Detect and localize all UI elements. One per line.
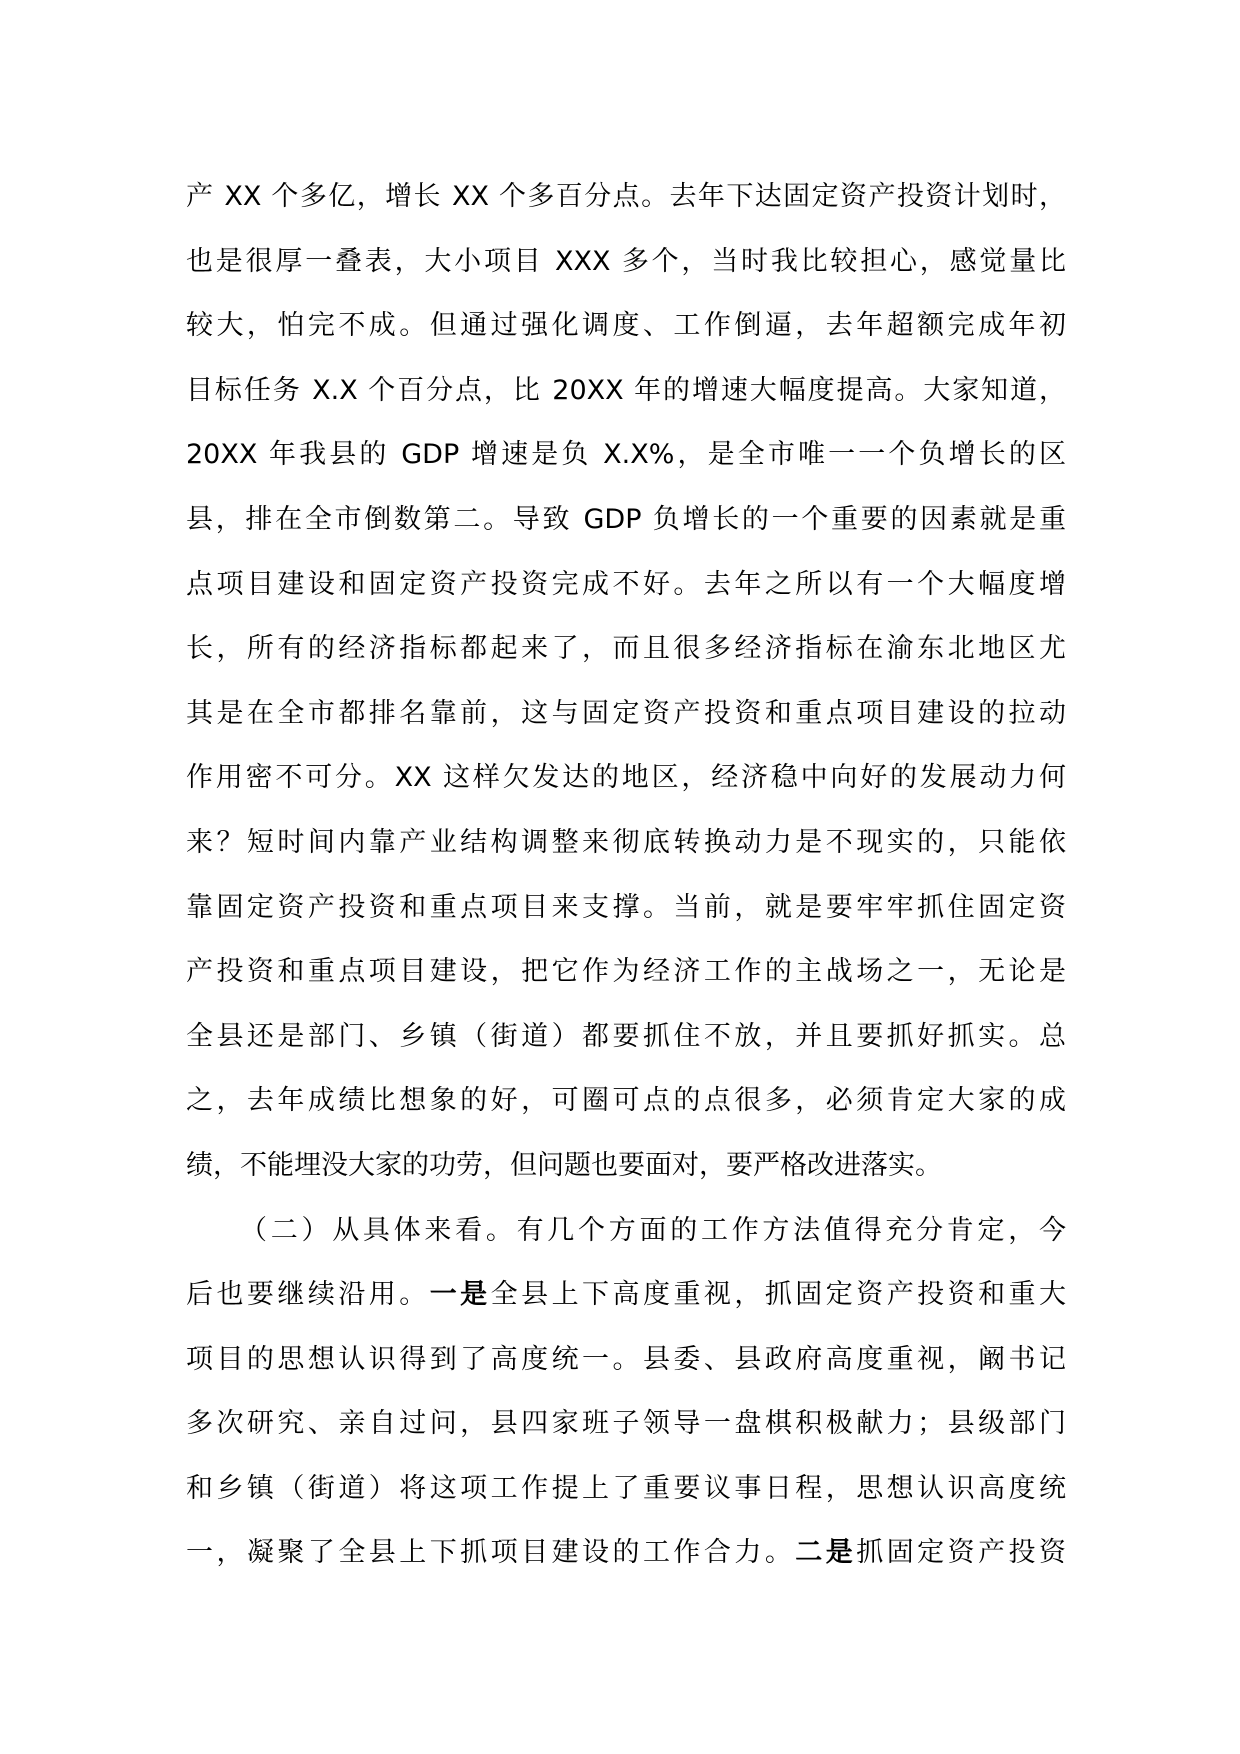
text-line: 其是在全市都排名靠前，这与固定资产投资和重点项目建设的拉动 xyxy=(186,697,1066,729)
text-line: 也是很厚一叠表，大小项目 XXX 多个，当时我比较担心，感觉量比 xyxy=(186,245,1066,277)
section-heading-line: （二）从具体来看。有几个方面的工作方法值得充分肯定，今 xyxy=(240,1214,1066,1246)
text-line: 之，去年成绩比想象的好，可圈可点的点很多，必须肯定大家的成 xyxy=(186,1085,1066,1117)
bold-marker: 一是 xyxy=(429,1279,491,1311)
text-line xyxy=(186,1521,1066,1586)
text-line: 来？短时间内靠产业结构调整来彻底转换动力是不现实的，只能依 xyxy=(186,826,1066,858)
text-segment: 全县上下高度重视，抓固定资产投资和重大 xyxy=(490,1279,1067,1311)
text-line: 产投资和重点项目建设，把它作为经济工作的主战场之一，无论是 xyxy=(186,956,1066,988)
text-line: 县，排在全市倒数第二。导致 GDP 负增长的一个重要的因素就是重 xyxy=(186,503,1066,535)
text-line: 目标任务 X.X 个百分点，比 20XX 年的增速大幅度提高。大家知道， xyxy=(186,374,1066,406)
bold-marker: 二是 xyxy=(795,1537,857,1569)
text-segment: 抓固定资产投资 xyxy=(856,1537,1067,1569)
text-segment: 后也要继续沿用。 xyxy=(186,1279,430,1311)
text-line: 较大，怕完不成。但通过强化调度、工作倒逼，去年超额完成年初 xyxy=(186,310,1066,342)
text-line: 点项目建设和固定资产投资完成不好。去年之所以有一个大幅度增 xyxy=(186,568,1066,600)
text-line: 多次研究、亲自过问，县四家班子领导一盘棋积极献力；县级部门 xyxy=(186,1408,1066,1440)
body-text xyxy=(186,165,1066,1586)
text-segment: 一，凝聚了全县上下抓项目建设的工作合力。 xyxy=(186,1537,796,1569)
text-line: 和乡镇（街道）将这项工作提上了重要议事日程，思想认识高度统 xyxy=(186,1472,1066,1504)
text-line: 作用密不可分。XX 这样欠发达的地区，经济稳中向好的发展动力何 xyxy=(186,762,1066,794)
text-line xyxy=(186,1263,1066,1328)
text-line: 靠固定资产投资和重点项目来支撑。当前，就是要牢牢抓住固定资 xyxy=(186,891,1066,923)
text-line: 长，所有的经济指标都起来了，而且很多经济指标在渝东北地区尤 xyxy=(186,633,1066,665)
text-line: 绩，不能埋没大家的功劳，但问题也要面对，要严格改进落实。 xyxy=(186,1149,942,1181)
text-line: 产 XX 个多亿，增长 XX 个多百分点。去年下达固定资产投资计划时， xyxy=(186,181,1066,212)
text-line: 20XX 年我县的 GDP 增速是负 X.X%，是全市唯一一个负增长的区 xyxy=(186,439,1066,471)
text-line: 项目的思想认识得到了高度统一。县委、县政府高度重视，阚书记 xyxy=(186,1343,1066,1375)
text-line: 全县还是部门、乡镇（街道）都要抓住不放，并且要抓好抓实。总 xyxy=(186,1020,1066,1052)
